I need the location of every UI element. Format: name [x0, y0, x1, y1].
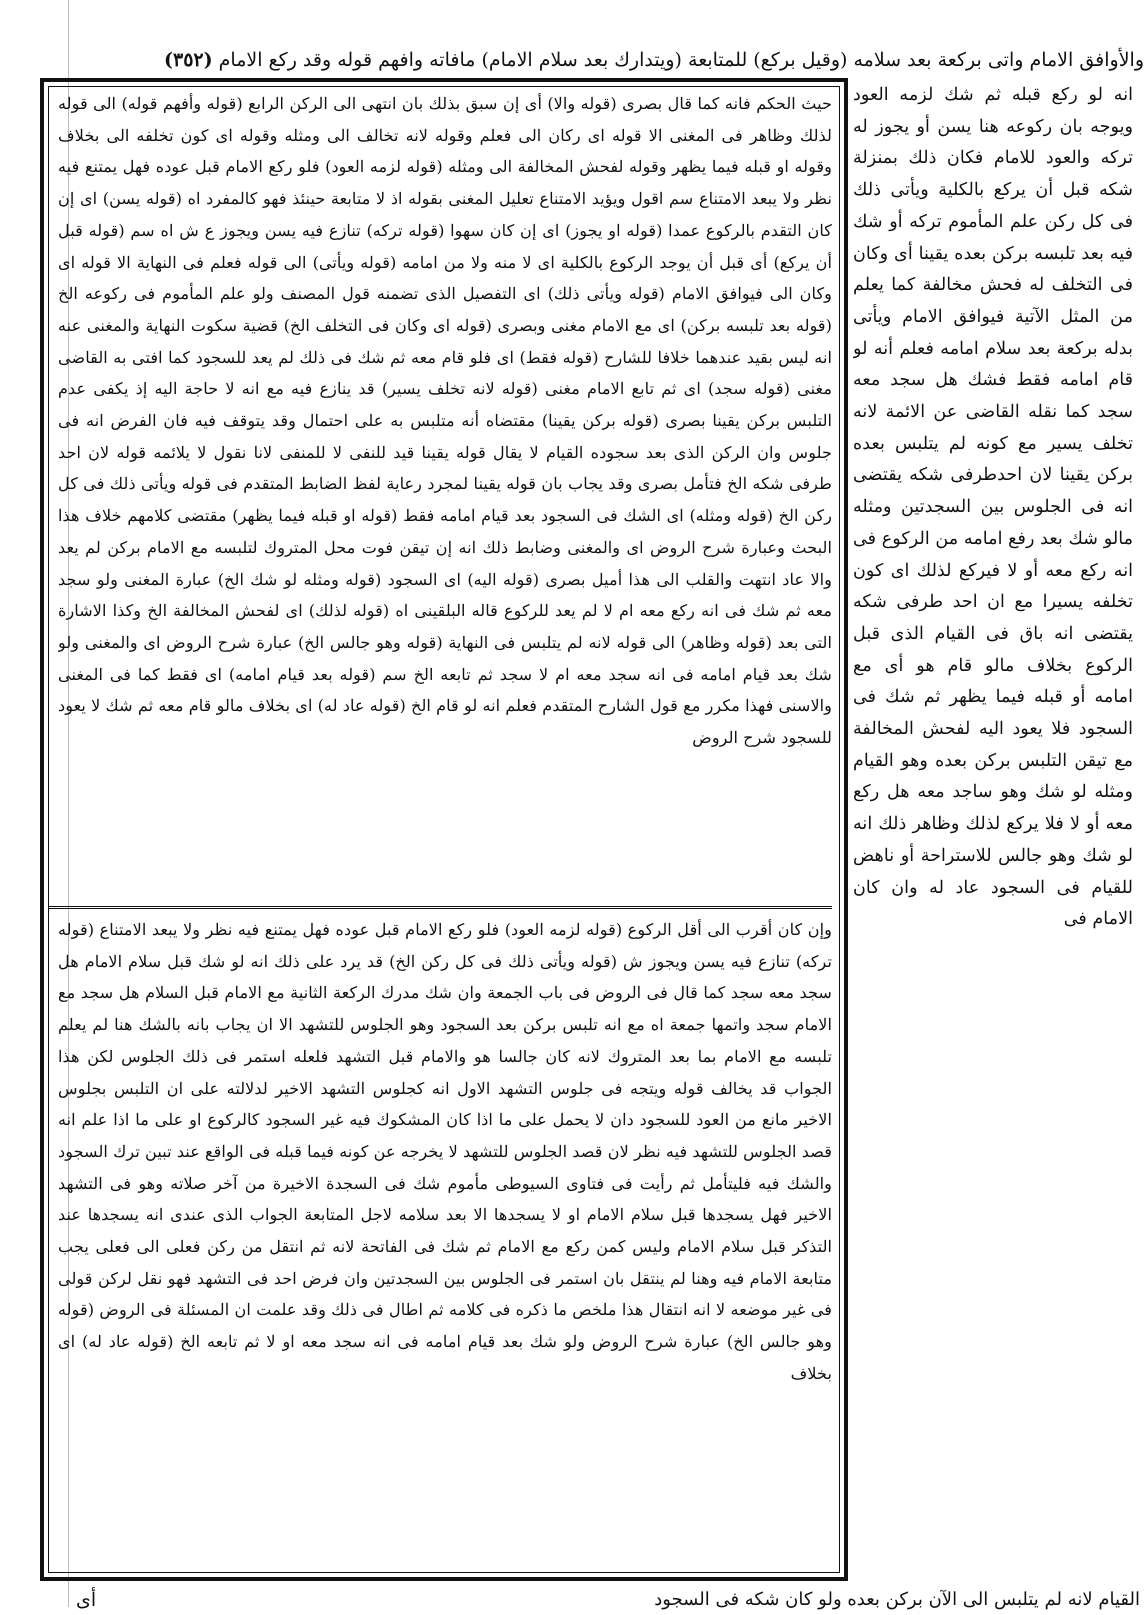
- main-text-column: انه لو ركع قبله ثم شك لزمه العود ويوجه بان ركوعه هنا يسن أو يجوز له تركه والعود للامام فكان ذلك بمنزلة شكه قبل أن يركع بالكلية ويأتى ذلك فى كل ركن علم المأموم تركه أو شك فيه بعد تلبسه بركن بعده يقينا أى وكان فى التخلف له فحش مخالفة كما يعلم من المثل الآتية فيوافق الامام ويأتى بدله بركعة بعد سلام امامه فعلم أنه لو قام امامه فقط فشك هل سجد معه سجد كما نقله القاضى عن الائمة لانه تخلف يسير مع كونه لم يتلبس بعده بركن يقينا لان احدطرفى شكه يقتضى انه فى الجلوس بين السجدتين ومثله مالو شك بعد رفع امامه من الركوع فى انه ركع معه أو لا فيركع لذلك اى كون تخلفه يسيرا مع ان احد طرفى شكه يقتضى انه باق فى القيام الذى قبل الركوع بخلاف مالو قام هو أى مع امامه أو قبله فيما يظهر ثم شك فى السجود فلا يعود اليه لفحش المخالفة مع تيقن التلبس بركن بعده وهو القيام ومثله لو شك وهو ساجد معه هل ركع معه أو لا فلا يركع لذلك وظاهر ذلك انه لو شك وهو جالس للاستراحة أو ناهض للقيام فى السجود عاد له وان كان الامام فى: [853, 85, 1133, 930]
- commentary-upper-block: حيث الحكم فانه كما قال بصرى (قوله والا) أى إن سبق بذلك بان انتهى الى الركن الرابع (قوله وأفهم قوله) الى قوله لذلك وظاهر فى المغنى الا قوله اى ركان الى فعلم وقوله لانه تخالف الى ومثله وقوله اى كون تخلفه الى بخلاف وقوله او قبله فيما يظهر وقوله لفحش المخالفة الى ومثله (قوله لزمه العود) فلو ركع الامام قبل عوده فهل يمتنع فيه نظر ولا يبعد الامتناع سم اقول ويؤيد الامتناع تعليل المغنى بقوله اذ لا متابعة حينئذ فهو كالمفرد اه (قوله يسن) اى إن كان التقدم بالركوع عمدا (قوله او يجوز) اى إن كان سهوا (قوله تركه) تنازع فيه يسن ويجوز ع ش اه سم (قوله قبل أن يركع) أى قبل أن يوجد الركوع بالكلية اى لا منه ولا من امامه (قوله ويأتى) الى قوله فعلم فى النهاية الا قوله اى وكان الى فيوافق الامام (قوله ويأتى ذلك) اى التفصيل الذى تضمنه قول المصنف ولو علم المأموم فى ركوعه الخ (قوله بعد تلبسه بركن) اى مع الامام مغنى وبصرى (قوله اى وكان فى التخلف الخ) قضية سكوت النهاية والمغنى عنه انه ليس بقيد عندهما خلافا للشارح (قوله فقط) اى فلو قام معه ثم شك فى ذلك لم يعد للسجود كما افتى به القاضى مغنى (قوله سجد) اى ثم تابع الامام مغنى (قوله لانه تخلف يسير) قد ينازع فيه مع انه لا حاجة اليه إذ يكفى عدم التلبس بركن يقينا بصرى (قوله بركن يقينا) مقتضاه أنه متلبس به على احتمال وقد يتوقف فيه فان الفرض انه فى جلوس وان الركن الذى بعد سجوده القيام لا يقال قوله يقينا قيد للنفى لا للمنفى لانا نقول لا يلائمه قوله لان احد طرفى شكه الخ فتأمل بصرى وقد يجاب بان قوله يقينا لمجرد رعاية لفظ الضابط المتقدم فى قوله ويأتى ذلك فى كل ركن الخ (قوله ومثله) اى الشك فى السجود بعد قيام امامه فقط (قوله او قبله فيما يظهر) مقتضى كلامهم خلاف هذا البحث وعبارة شرح الروض اى والمغنى وضابط ذلك انه إن تيقن فوت محل المتروك لتلبسه مع الامام بركن لم يعد والا عاد انتهت والقلب الى هذا أميل بصرى (قوله اليه) اى السجود (قوله ومثله لو شك الخ) عبارة المغنى ولو سجد معه ثم شك فى انه ركع معه ام لا لم يعد للركوع قاله البلقينى اه (قوله لذلك) اى لفحش المخالفة الخ وكذا الاشارة التى بعد (قوله وظاهر) الى قوله لانه لم يتلبس فى النهاية (قوله وهو جالس الخ) عبارة شرح الروض اى والمغنى ولو شك بعد قيام امامه فى انه سجد معه ام لا سجد ثم تابعه الخ سم (قوله بعد قيام امامه) اى فقط كما فى المغنى والاسنى فهذا مكرر مع قول الشارح المتقدم فعلم انه لو قام الخ (قوله عاد له) اى بخلاف مالو قام معه ثم شك لا يعود للسجود شرح الروض: [58, 94, 832, 748]
- footer-text: القيام لانه لم يتلبس الى الآن بركن بعده ولو كان شكه فى السجود: [654, 1589, 1140, 1610]
- commentary-divider: [48, 906, 832, 909]
- header-text: والأوافق الامام واتى بركعة بعد سلامه (وقيل بركع) للمتابعة (ويتدارك بعد سلام الامام) مافاته وافهم قوله وقد ركع الامام: [218, 49, 1144, 71]
- page-number: (٣٥٢): [164, 49, 213, 71]
- commentary-lower-block: وإن كان أقرب الى أقل الركوع (قوله لزمه العود) فلو ركع الامام قبل عوده فهل يمتنع فيه نظر ولا يبعد الامتناع (قوله تركه) تنازع فيه يسن ويجوز ش (قوله ويأتى ذلك فى كل ركن الخ) قد يرد على ذلك انه لو شك قبل سلام الامام هل سجد معه سجد كما قال فى الروض فى باب الجمعة وان شك مدرك الركعة الثانية مع الامام قبل السلام هل سجد مع الامام سجد واتمها جمعة اه مع انه تلبس بركن بعد السجود وهو الجلوس للتشهد الا ان يجاب بانه بالشك هنا لم يعلم تلبسه مع الامام بما بعد المتروك لانه كان جالسا هو والامام قبل التشهد فلعله استمر فى ذلك الجلوس لكن هذا الجواب قد يخالف قوله ويتجه فى جلوس التشهد الاول انه كجلوس التشهد الاخير لدلالته على ان التلبس بجلوس الاخير مانع من العود للسجود دان لا يحمل على ما اذا كان المشكوك فيه غير السجود كالركوع او على ما اذا علم انه قصد الجلوس للتشهد فيه نظر لان قصد الجلوس للتشهد لا يخرجه عن كونه فيما قبله فى الواقع عند تبين ترك السجود والشك فيه فليتأمل ثم رأيت فى فتاوى السيوطى مأموم شك فى السجدة الاخيرة من آخر صلاته وهو فى التشهد الاخير فهل يسجدها قبل سلام الامام او لا يسجدها الا بعد سلامه لاجل المتابعة الجواب الذى عندى انه يسجدها عند التذكر قبل سلام الامام وليس كمن ركع مع الامام ثم شك فى الفاتحة لانه ثم انتقل من ركن فعلى الى فعلى يجب متابعة الامام فيه وهنا لم ينتقل بان استمر فى الجلوس بين السجدتين وان فرض احد فى التشهد فهو نقل لركن قولى فى غير موضعه لا انه انتقال هذا ملخص ما ذكره فى كلامه ثم اطال فى ذلك وقد علمت ان المسئلة فى الروض (قوله وهو جالس الخ) عبارة شرح الروض ولو شك بعد قيام امامه فى انه سجد معه او لا ثم تابعه الخ (قوله عاد له) اى بخلاف: [58, 920, 832, 1383]
- catchword: أى: [76, 1589, 97, 1611]
- running-header: [66, 44, 1144, 76]
